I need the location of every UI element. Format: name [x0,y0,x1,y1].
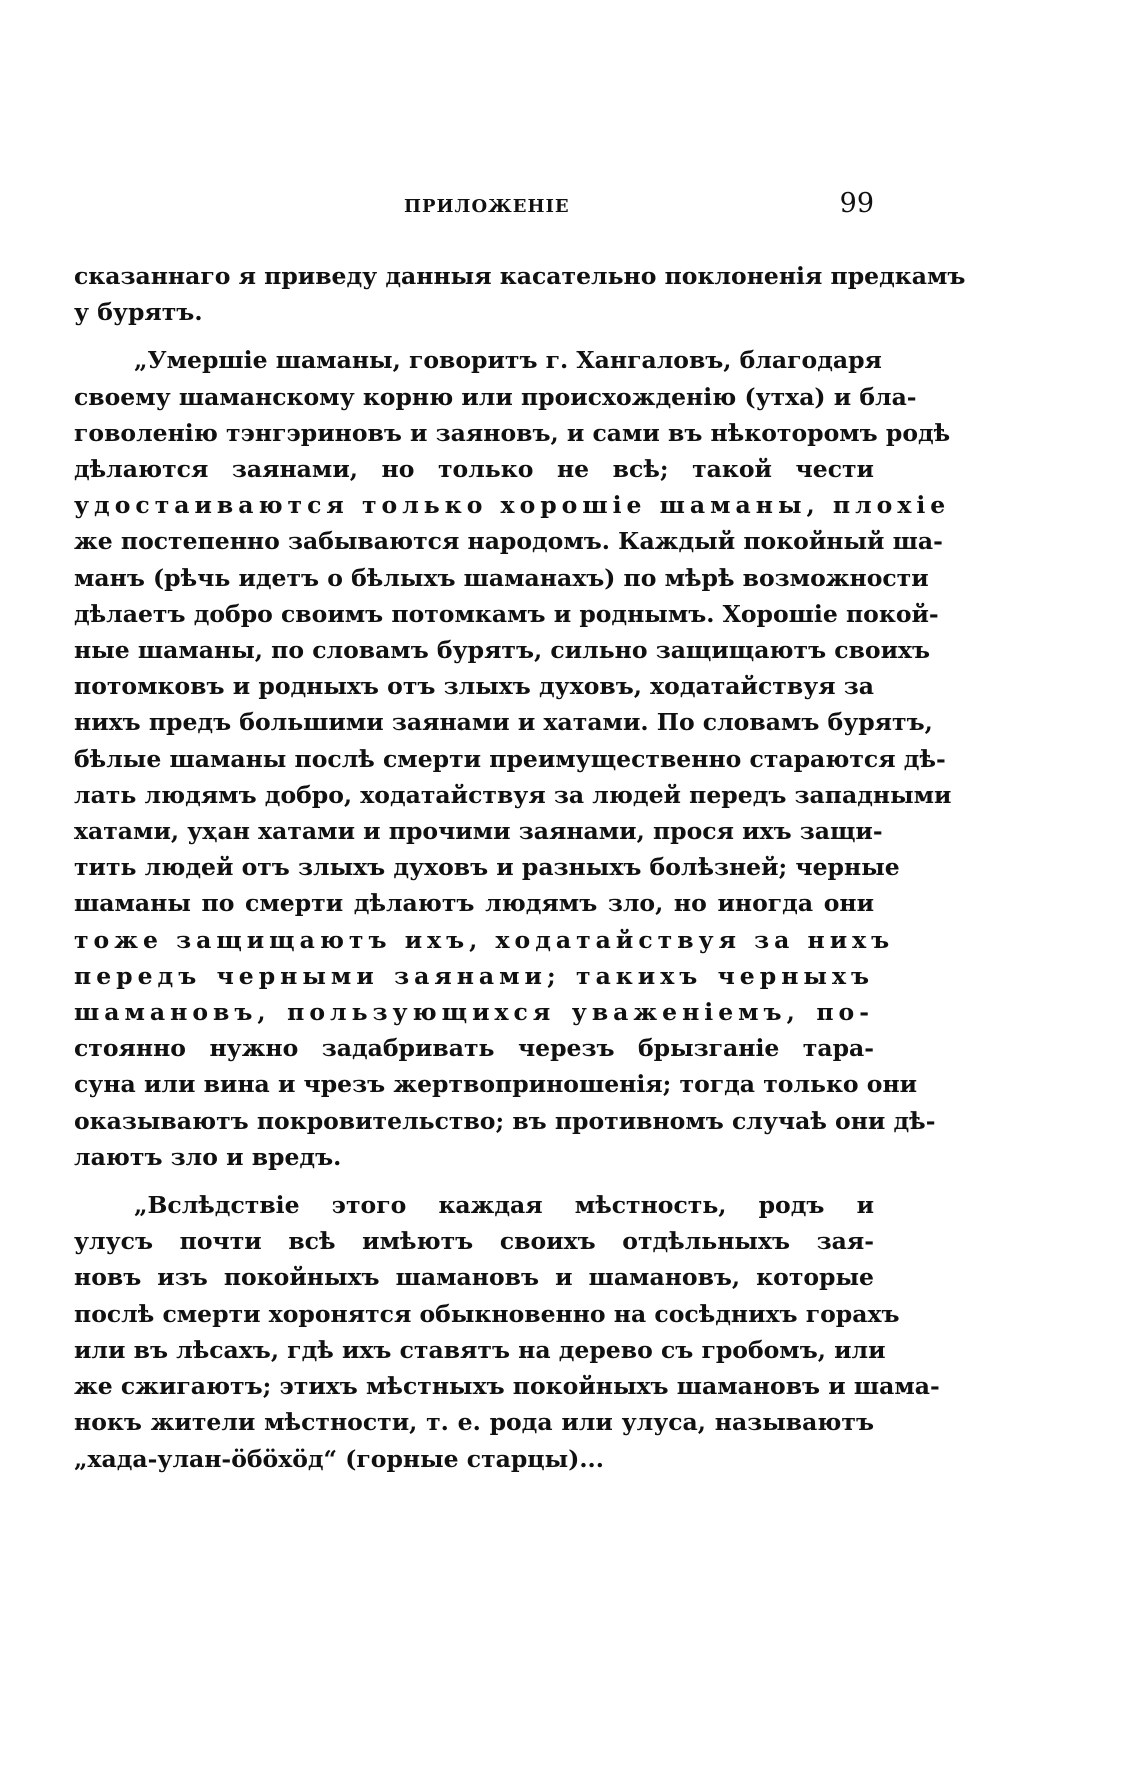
text-line: послѣ смерти хоронятся обыкновенно на сосѣднихъ горахъ [74,1299,900,1328]
text-line: у бурятъ. [74,298,203,327]
text-line: или въ лѣсахъ, гдѣ ихъ ставятъ на дерево съ гробомъ, или [74,1335,886,1364]
text-line: оказываютъ покровительство; въ противномъ случаѣ они дѣ- [74,1106,936,1135]
text-line: нихъ предъ большими заянами и хатами. По словамъ бурятъ, [74,708,933,737]
text-line: же сжигаютъ; этихъ мѣстныхъ покойныхъ шамановъ и шама- [74,1372,940,1401]
text-line: хатами, уҳан хатами и прочими заянами, прося ихъ защи- [74,817,883,846]
text-line: удостаиваются только хорошіе шаманы, плохіе [74,491,951,520]
text-line: бѣлые шаманы послѣ смерти преимущественно стараются дѣ- [74,744,946,773]
text-line: нокъ жители мѣстности, т. е. рода или улуса, называютъ [74,1408,874,1437]
text-line: же постепенно забываются народомъ. Каждый покойный ша- [74,527,943,556]
text-line: говоленію тэнгэриновъ и заяновъ, и сами въ нѣкоторомъ родѣ [74,418,951,447]
text-line: сказаннаго я приведу данныя касательно поклоненія предкамъ [74,262,966,290]
text-line: дѣлаетъ добро своимъ потомкамъ и роднымъ. Хорошіе покой- [74,599,939,628]
paragraph [74,1187,940,1477]
text-line: новъ изъ покойныхъ шамановъ и шамановъ, которые [74,1263,874,1292]
body-text [74,258,966,1489]
text-line: „хада-улан-ӧбӧхӧд“ (горные старцы)... [74,1444,604,1473]
text-line: стоянно нужно задабривать черезъ брызганіе тара- [74,1034,874,1063]
running-title: ПРИЛОЖЕНІЕ [404,196,570,217]
text-line: шаманы по смерти дѣлаютъ людямъ зло, но иногда они [74,889,874,918]
text-line: манъ (рѣчь идетъ о бѣлыхъ шаманахъ) по мѣрѣ возможности [74,563,929,592]
text-line: ные шаманы, по словамъ бурятъ, сильно защищаютъ своихъ [74,636,931,665]
text-line: лаютъ зло и вредъ. [74,1142,342,1171]
text-line: потомковъ и родныхъ отъ злыхъ духовъ, ходатайствуя за [74,672,874,701]
text-line: передъ черными заянами; такихъ черныхъ [74,961,874,990]
text-line: лать людямъ добро, ходатайствуя за людей передъ западными [74,780,952,809]
text-line: тить людей отъ злыхъ духовъ и разныхъ болѣзней; черные [74,853,900,882]
page-number: 99 [839,188,874,219]
text-line: тоже защищаютъ ихъ, ходатайствуя за нихъ [74,925,895,954]
text-line: „Вслѣдствіе этого каждая мѣстность, родъ и [134,1191,874,1220]
paragraph [74,342,952,1175]
text-line: суна или вина и чрезъ жертвоприношенія; тогда только они [74,1070,918,1099]
paragraph [74,258,966,330]
text-line: шамановъ, пользующихся уваженіемъ, по- [74,998,874,1027]
running-header [74,188,874,228]
text-line: „Умершіе шаманы, говоритъ г. Хангаловъ, благодаря [134,346,882,375]
text-line: своему шаманскому корню или происхожденію (утха) и бла- [74,382,917,411]
text-line: дѣлаются заянами, но только не всѣ; такой чести [74,455,874,484]
text-line: улусъ почти всѣ имѣютъ своихъ отдѣльныхъ зая- [74,1227,874,1256]
